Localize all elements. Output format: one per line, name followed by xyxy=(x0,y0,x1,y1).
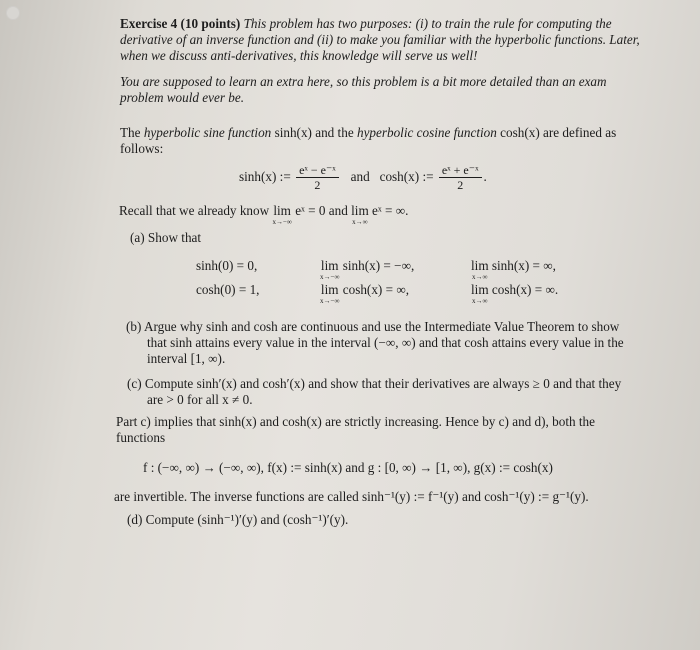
recall-limit-2-value: eˣ = ∞. xyxy=(372,203,409,218)
note-line-1: You are supposed to learn an extra here, so this problem is a bit more detailed than an exam xyxy=(120,74,607,89)
and-word: and xyxy=(350,169,370,184)
lim-word: lim xyxy=(273,203,291,218)
intro-line-2: derivative of an inverse function and (ii) to make you familiar with the hyperbolic functions. Later, xyxy=(120,32,640,47)
part-a-label: (a) Show that xyxy=(130,230,202,245)
lim-subscript: x→−∞ xyxy=(272,218,292,226)
sinh-lhs: sinh(x) := xyxy=(239,169,291,184)
lim-word: lim xyxy=(351,203,369,218)
intro-line-1: This problem has two purposes: (i) to train the rule for computing the xyxy=(243,16,612,31)
note-line-2: problem would ever be. xyxy=(120,90,245,105)
definition-period: . xyxy=(483,169,487,184)
sinh-numerator: eˣ − e⁻ˣ xyxy=(296,163,339,178)
definition-line-1 xyxy=(120,125,616,141)
part-a-r2c1: cosh(0) = 1, xyxy=(196,282,260,297)
limit-block xyxy=(320,282,339,305)
inverse-definition-line: are invertible. The inverse functions are called sinh⁻¹(y) := f⁻¹(y) and cosh⁻¹(y) := g⁻¹(y). xyxy=(114,489,589,504)
page-edge-mark xyxy=(6,6,20,20)
cosh-fraction xyxy=(439,163,482,192)
def-text-a: The xyxy=(120,125,141,140)
cosh-numerator: eˣ + e⁻ˣ xyxy=(439,163,482,178)
cosh-denominator: 2 xyxy=(457,178,464,193)
def-text-c: sinh(x) and the xyxy=(274,125,354,140)
lim-subscript: x→∞ xyxy=(472,273,488,281)
lim-subscript: x→−∞ xyxy=(320,273,340,281)
part-a-r1c2 xyxy=(320,258,414,281)
intro-line-3: when we discuss anti-derivatives, this knowledge will serve us well! xyxy=(120,48,478,63)
exercise-heading-line xyxy=(120,16,612,32)
part-b-line-3: interval [1, ∞). xyxy=(147,351,226,366)
limit-expression: cosh(x) = ∞, xyxy=(342,282,410,297)
limit-expression: sinh(x) = ∞, xyxy=(491,258,556,273)
implication-line-2: functions xyxy=(116,430,166,445)
part-b-line-2: that sinh attains every value in the interval (−∞, ∞) and that cosh attains every value in the xyxy=(147,335,624,350)
definition-formulas xyxy=(239,163,487,192)
implication-formula: f : (−∞, ∞) → (−∞, ∞), f(x) := sinh(x) and g : [0, ∞) → [1, ∞), g(x) := cosh(x) xyxy=(143,460,553,475)
lim-subscript: x→∞ xyxy=(352,218,368,226)
recall-text: Recall that we already know xyxy=(119,203,270,218)
limit-block xyxy=(320,258,339,281)
cosh-lhs: cosh(x) := xyxy=(379,169,434,184)
lim-word: lim xyxy=(320,258,339,273)
part-a-r1c1: sinh(0) = 0, xyxy=(196,258,258,273)
recall-limit-1 xyxy=(272,203,291,226)
sinh-fraction xyxy=(296,163,339,192)
definition-line-2: follows: xyxy=(120,141,164,156)
def-term-cosh: hyperbolic cosine function xyxy=(356,125,497,140)
recall-line xyxy=(119,203,408,226)
exercise-heading: Exercise 4 (10 points) xyxy=(120,16,241,31)
limit-expression: sinh(x) = −∞, xyxy=(342,258,415,273)
lim-subscript: x→−∞ xyxy=(320,297,340,305)
part-a-r2c3 xyxy=(471,282,558,305)
limit-block xyxy=(471,282,489,305)
part-a-r2c2 xyxy=(320,282,409,305)
recall-limit-1-value: eˣ = 0 and xyxy=(295,203,348,218)
limit-block xyxy=(471,258,489,281)
part-b-line-1: (b) Argue why sinh and cosh are continuous and use the Intermediate Value Theorem to show xyxy=(126,319,620,334)
lim-word: lim xyxy=(471,258,489,273)
lim-subscript: x→∞ xyxy=(472,297,488,305)
limit-expression: cosh(x) = ∞. xyxy=(491,282,559,297)
def-term-sinh: hyperbolic sine function xyxy=(143,125,272,140)
implication-line-1: Part c) implies that sinh(x) and cosh(x) are strictly increasing. Hence by c) and d), both the xyxy=(116,414,595,429)
recall-limit-2 xyxy=(351,203,369,226)
sinh-denominator: 2 xyxy=(314,178,321,193)
part-c-line-1: (c) Compute sinh′(x) and cosh′(x) and show that their derivatives are always ≥ 0 and that they xyxy=(127,376,622,391)
lim-word: lim xyxy=(471,282,489,297)
part-d-line: (d) Compute (sinh⁻¹)′(y) and (cosh⁻¹)′(y). xyxy=(127,512,349,527)
part-a-r1c3 xyxy=(471,258,556,281)
def-text-e: cosh(x) are defined as xyxy=(500,125,617,140)
part-c-line-2: are > 0 for all x ≠ 0. xyxy=(147,392,253,407)
lim-word: lim xyxy=(320,282,339,297)
